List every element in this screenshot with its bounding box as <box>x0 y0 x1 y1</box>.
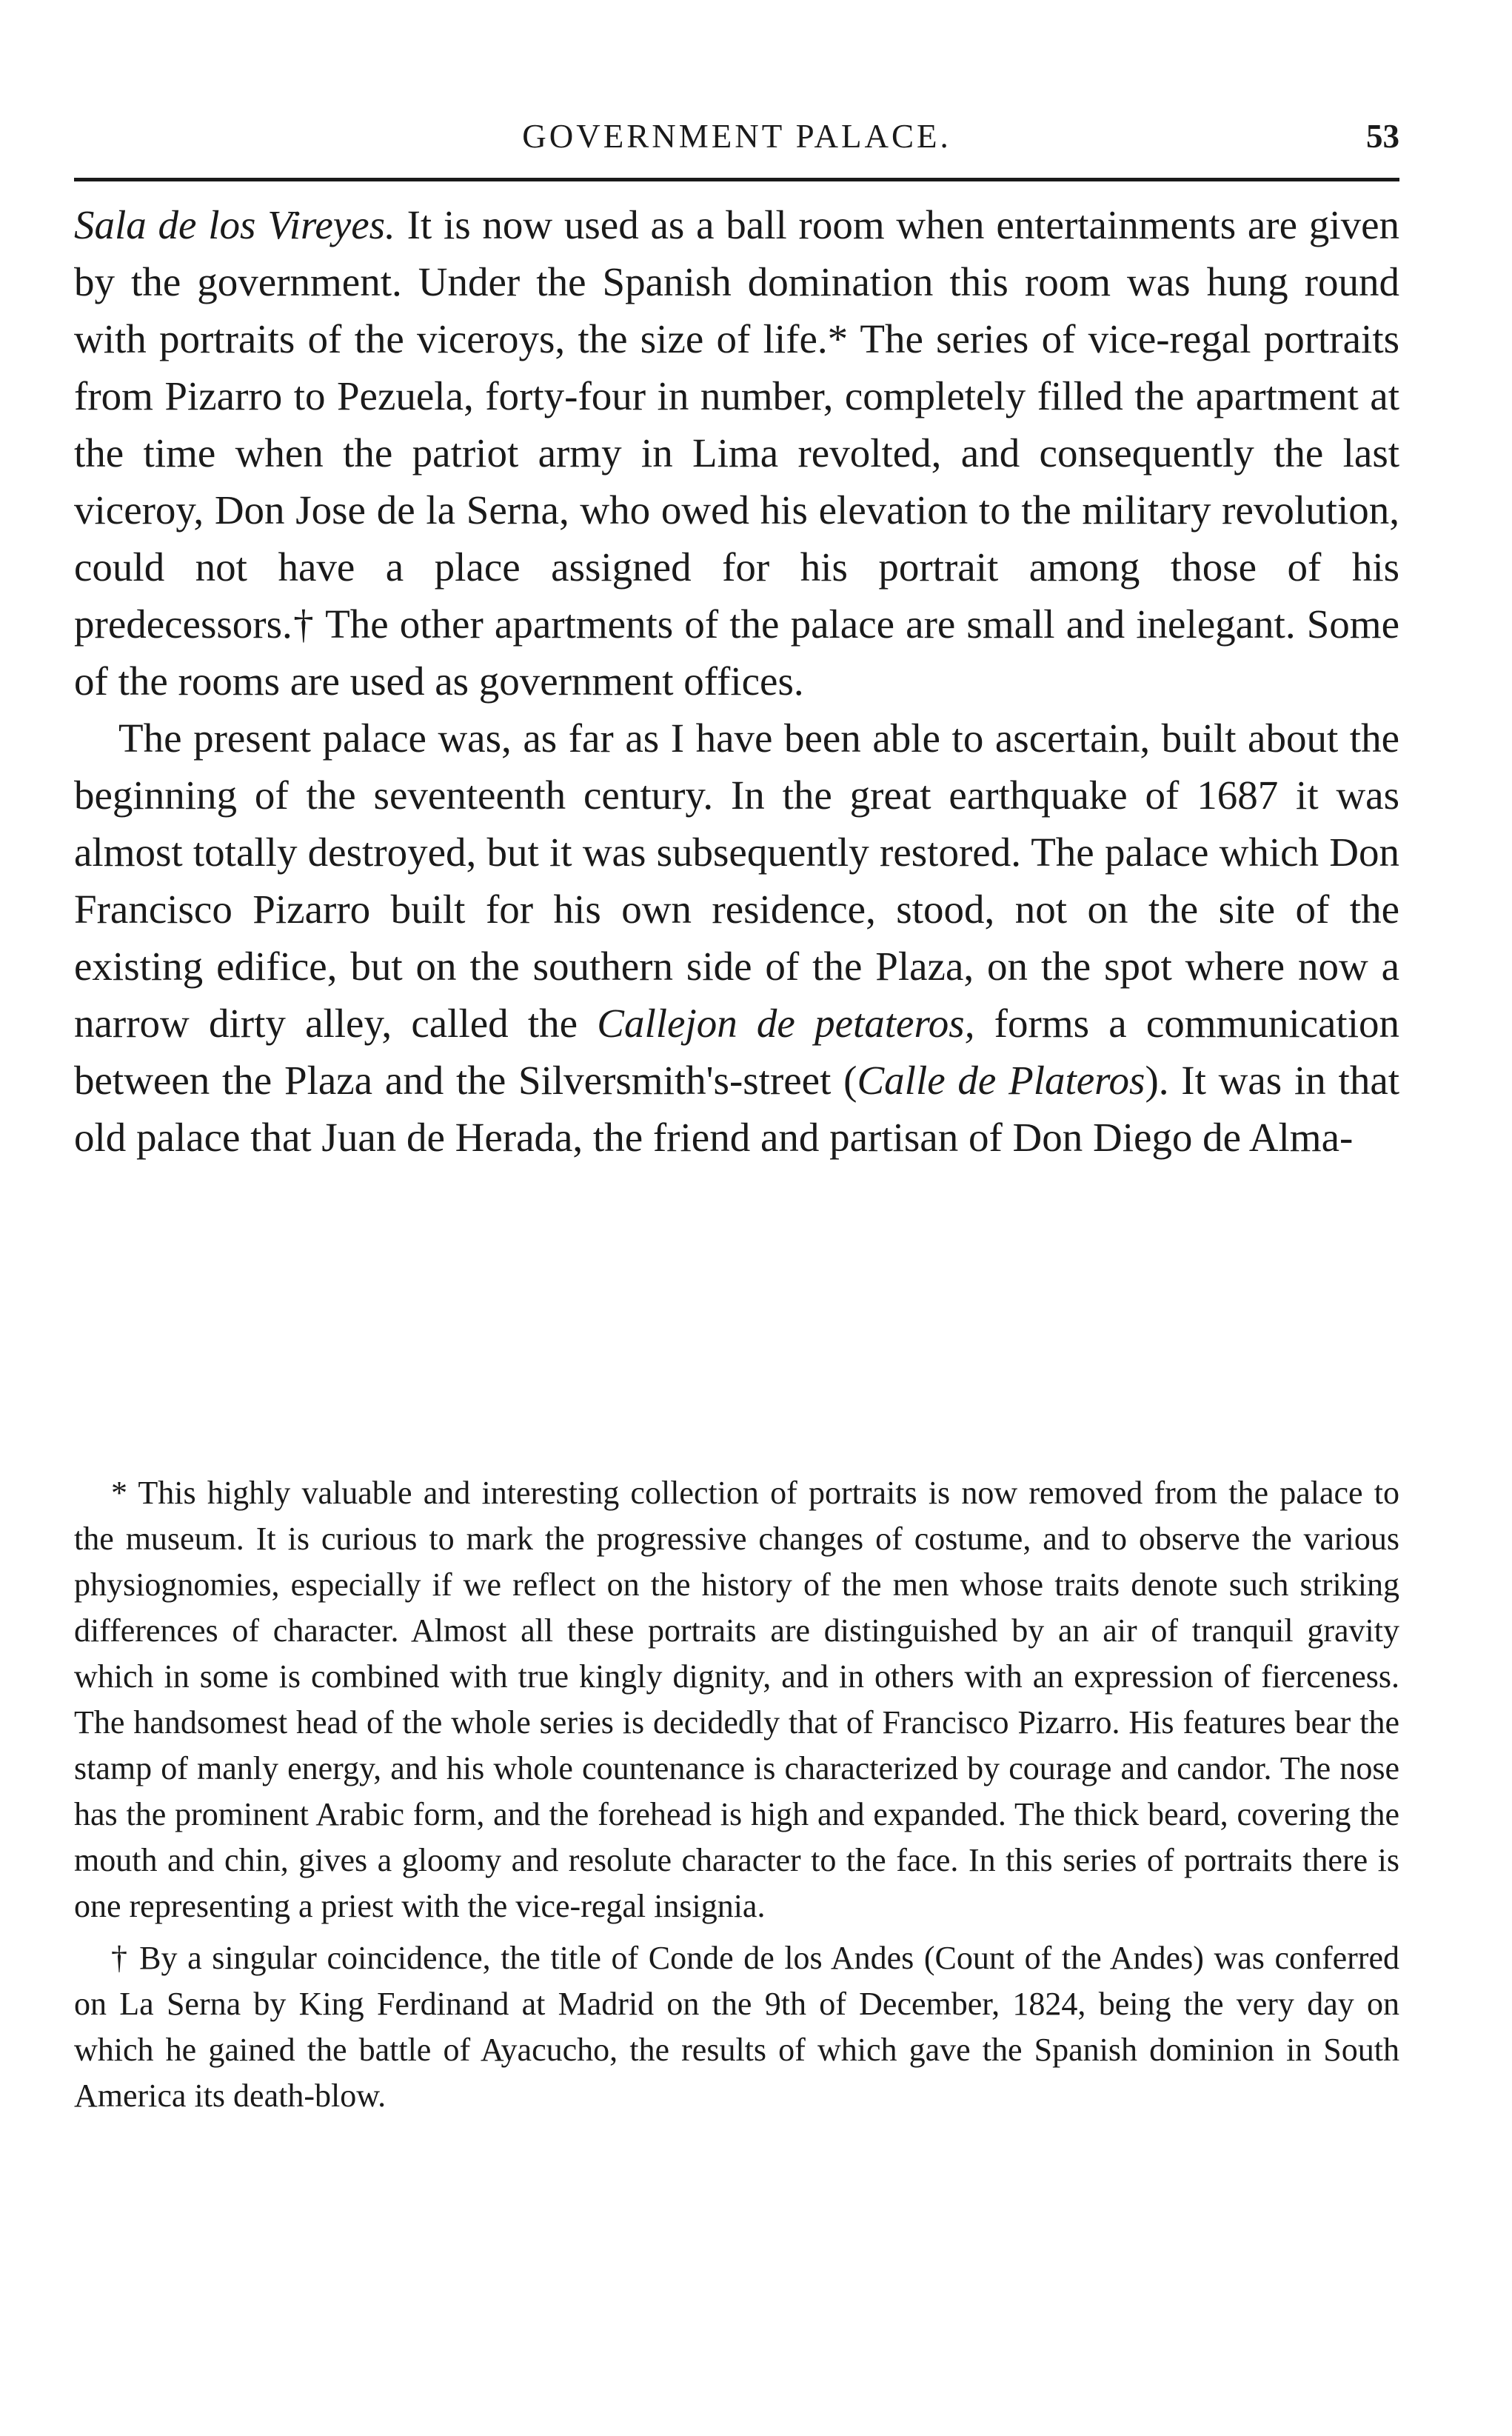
italic-lead: Sala de los Vireyes. <box>74 202 395 247</box>
header-rule <box>74 178 1399 181</box>
main-text <box>74 196 1399 1166</box>
page-header <box>74 110 1399 161</box>
italic-calle-de-plateros: Calle de Plateros <box>857 1058 1145 1103</box>
footnote-2: † By a singular coincidence, the title of Conde de los Andes (Count of the Andes) was conferred on La Serna by King Ferdinand at Madrid on the 9th of December, 1824, being the very day on which he gained the battle of Ayacucho, the results of which gave the Spanish dominion in South America its death-blow. <box>74 1940 1399 2114</box>
footnotes <box>74 1470 1399 2119</box>
book-page <box>74 0 1399 2436</box>
italic-callejon: Callejon de petateros, <box>597 1001 975 1046</box>
paragraph-2-seg-1: The present palace was, as far as I have been able to ascertain, built about the beginning of the seventeenth century. In the great earthquake of 1687 it was almost totally destroyed, but it was subsequently restored. The palace which Don Francisco Pizarro built for his own residence, stood, not on the site of the existing edifice, but on the southern side of the Plaza, on the spot where now a narrow dirty alley, called the <box>74 715 1399 1046</box>
paragraph-2 <box>74 710 1399 1166</box>
paragraph-1-text: It is now used as a ball room when entertainments are given by the government. Under the Spanish domination this room was hung round with portraits of the viceroys, the size of life.* The series of vice-regal portraits from Pizarro to Pezuela, forty-four in number, completely filled the apartment at the time when the patriot army in Lima revolted, and consequently the last viceroy, Don Jose de la Serna, who owed his elevation to the military revolution, could not have a place assigned for his portrait among those of his predecessors.† The other apartments of the palace are small and inelegant. Some of the rooms are used as government offices. <box>74 202 1399 704</box>
footnote-1: * This highly valuable and interesting collection of portraits is now removed from the palace to the museum. It is curious to mark the progressive changes of costume, and to observe the various physiognomies, especially if we reflect on the history of the men whose traits denote such striking differences of character. Almost all these portraits are distinguished by an air of tranquil gravity which in some is combined with true kingly dignity, and in others with an expression of fierceness. The handsomest head of the whole series is decidedly that of Francisco Pizarro. His features bear the stamp of manly energy, and his whole countenance is characterized by courage and candor. The nose has the prominent Arabic form, and the forehead is high and expanded. The thick beard, covering the mouth and chin, gives a gloomy and resolute character to the face. In this series of portraits there is one representing a priest with the vice-regal insignia. <box>74 1475 1399 1924</box>
running-title: GOVERNMENT PALACE. <box>522 118 951 155</box>
page-number: 53 <box>1366 118 1399 155</box>
paragraph-2-seg-3: ). It was in that old palace that Juan de Herada, the friend and partisan of Don Diego de Alma- <box>74 1058 1400 1160</box>
paragraph-1 <box>74 196 1399 710</box>
paragraph-2-seg-2: forms a communication between the Plaza and the Silversmith's-street ( <box>74 1001 1399 1103</box>
